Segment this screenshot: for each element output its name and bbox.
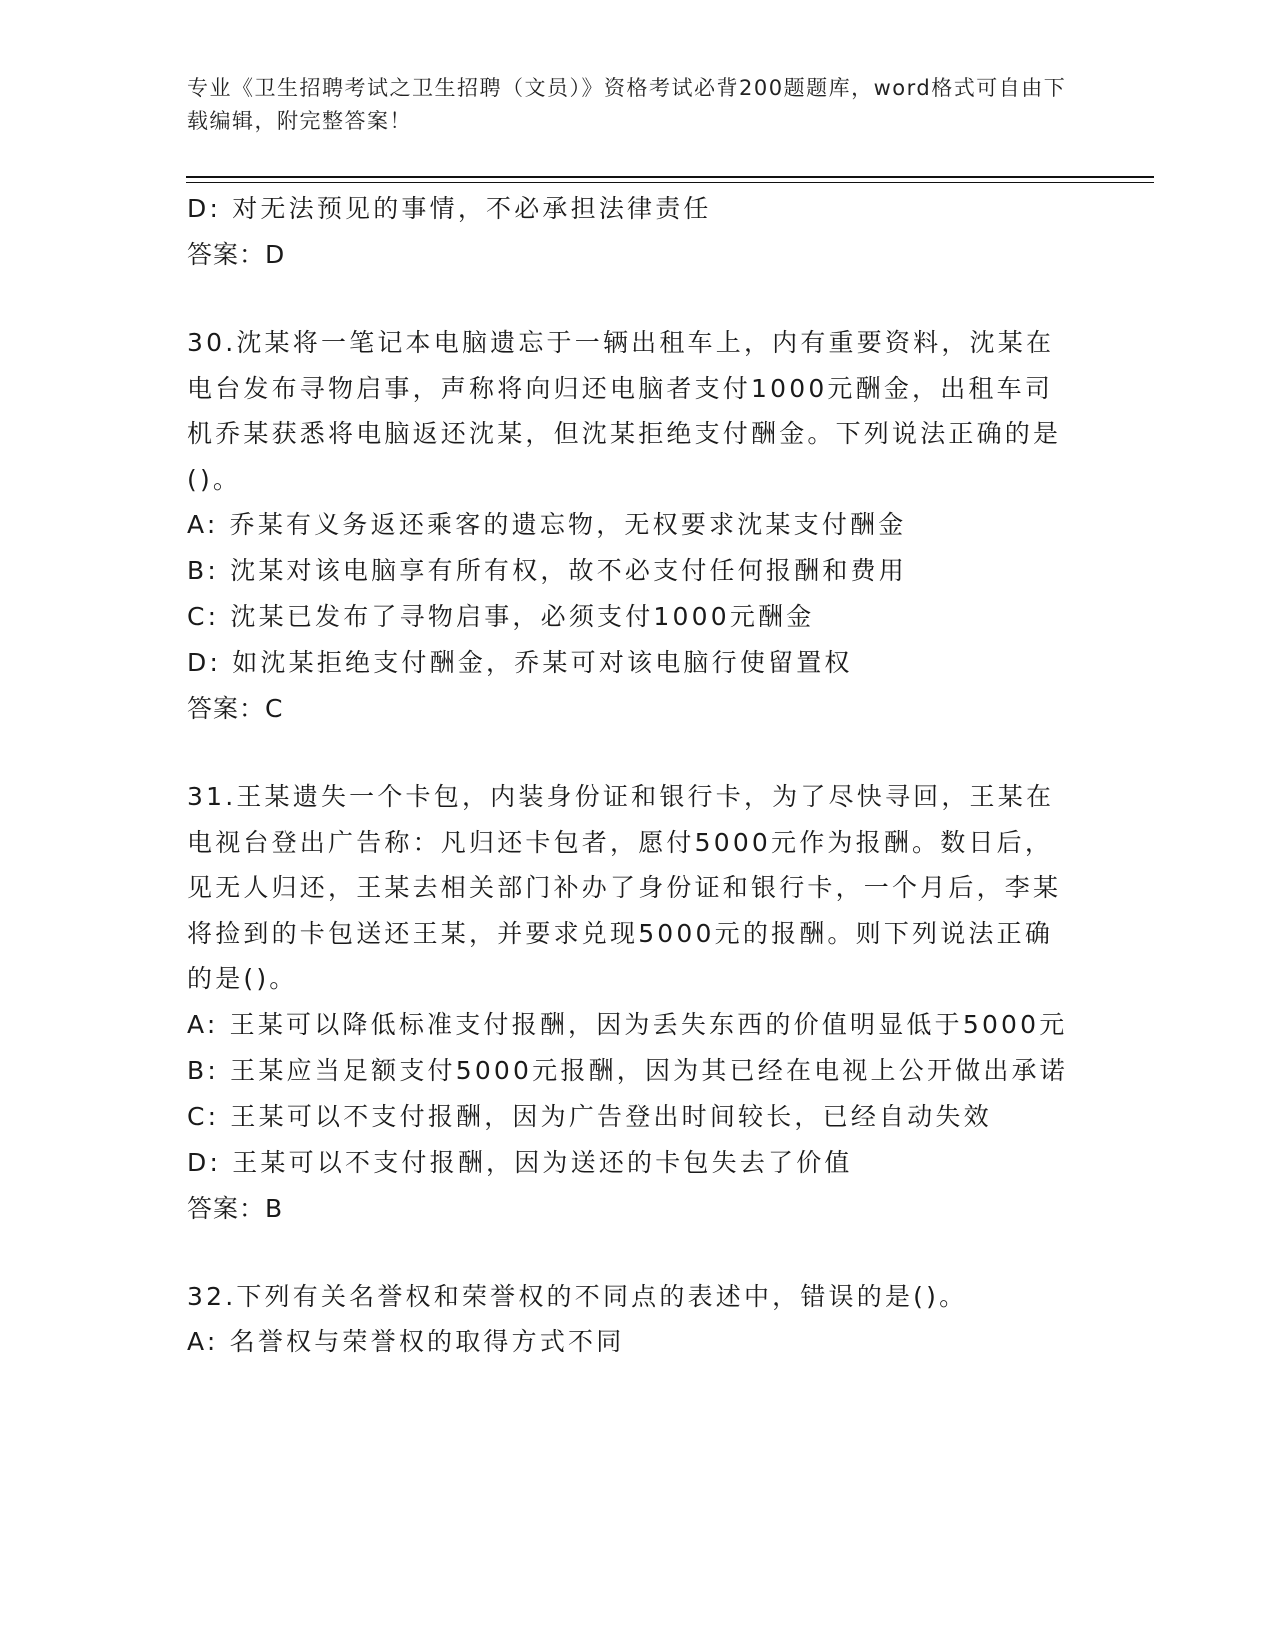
question-stem: 30.沈某将一笔记本电脑遗忘于一辆出租车上，内有重要资料，沈某在电台发布寻物启事，声称将向归还电脑者支付1000元酬金，出租车司机乔某获悉将电脑返还沈某，但沈某拒绝支付酬金。下列说法正确的是()。 bbox=[187, 328, 1062, 494]
option-a: A: 名誉权与荣誉权的取得方式不同 bbox=[187, 1327, 625, 1356]
question-content bbox=[187, 186, 1077, 1365]
answer-label: 答案：C bbox=[187, 694, 284, 723]
header-divider-thin bbox=[186, 182, 1154, 183]
question-31 bbox=[187, 774, 1077, 1232]
option-a: A: 王某可以降低标准支付报酬，因为丢失东西的价值明显低于5000元 bbox=[187, 1009, 1068, 1039]
option-b: B: 王某应当足额支付5000元报酬，因为其已经在电视上公开做出承诺 bbox=[187, 1055, 1068, 1085]
option-d: D: 王某可以不支付报酬，因为送还的卡包失去了价值 bbox=[187, 1147, 853, 1177]
question-stem: 31.王某遗失一个卡包，内装身份证和银行卡，为了尽快寻回，王某在电视台登出广告称：凡归还卡包者，愿付5000元作为报酬。数日后，见无人归还，王某去相关部门补办了身份证和银行卡，一个月后，李某将捡到的卡包送还王某，并要求兑现5000元的报酬。则下列说法正确的是()。 bbox=[187, 782, 1062, 993]
option-b: B: 沈某对该电脑享有所有权，故不必支付任何报酬和费用 bbox=[187, 556, 907, 585]
header-divider-thick bbox=[186, 176, 1154, 178]
option-c: C: 王某可以不支付报酬，因为广告登出时间较长，已经自动失效 bbox=[187, 1101, 992, 1131]
document-header: 专业《卫生招聘考试之卫生招聘（文员）》资格考试必背200题题库，word格式可自由下载编辑，附完整答案！ bbox=[187, 76, 1067, 133]
carryover-answer: 答案：D bbox=[187, 240, 286, 269]
question-30 bbox=[187, 320, 1077, 732]
option-d: D: 如沈某拒绝支付酬金，乔某可对该电脑行使留置权 bbox=[187, 648, 853, 677]
answer-label: 答案：B bbox=[187, 1193, 284, 1223]
carryover-option-d: D: 对无法预见的事情，不必承担法律责任 bbox=[187, 194, 712, 223]
option-a: A: 乔某有义务返还乘客的遗忘物，无权要求沈某支付酬金 bbox=[187, 510, 907, 539]
question-32 bbox=[187, 1274, 1077, 1366]
question-stem: 32.下列有关名誉权和荣誉权的不同点的表述中，错误的是()。 bbox=[187, 1281, 968, 1311]
option-c: C: 沈某已发布了寻物启事，必须支付1000元酬金 bbox=[187, 602, 815, 631]
